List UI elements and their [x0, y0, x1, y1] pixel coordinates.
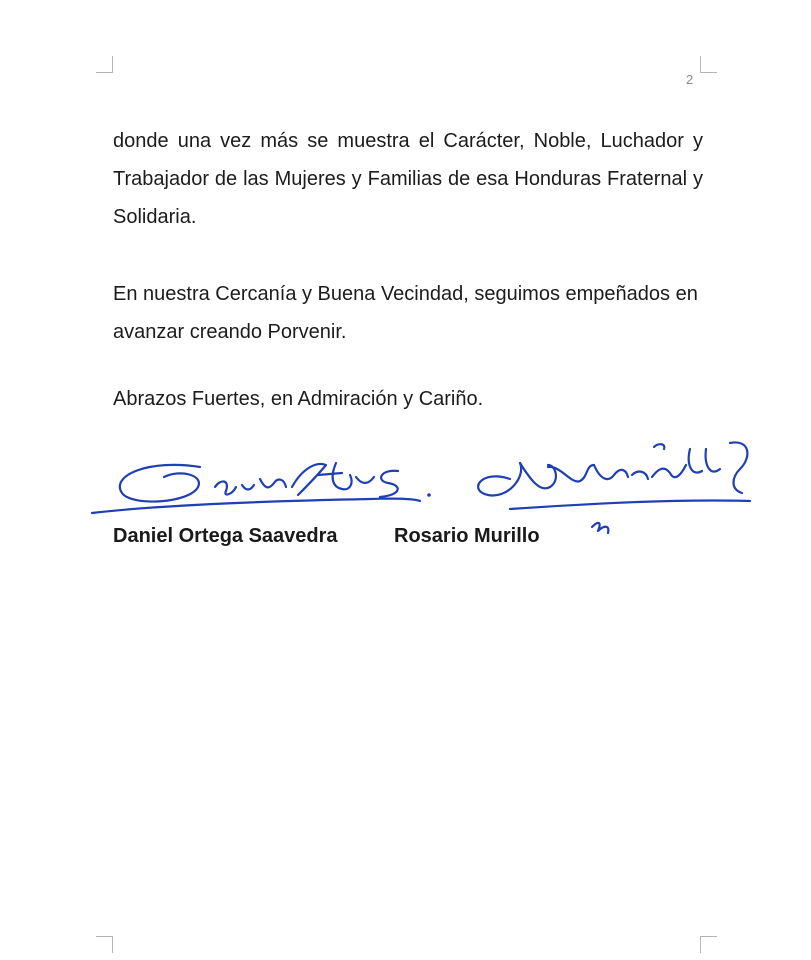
- page-number: 2: [686, 72, 694, 87]
- crop-mark-bottom-right: [700, 936, 717, 953]
- paragraph-3: Abrazos Fuertes, en Admiración y Cariño.: [113, 388, 484, 410]
- crop-mark-top-left: [96, 56, 113, 73]
- signer-name-rosario-murillo: Rosario Murillo: [394, 525, 540, 547]
- paragraph-1: donde una vez más se muestra el Carácter, Noble, Luchador y Trabajador de las Mujeres y Familias de esa Honduras Fraternal y Solidaria.: [113, 130, 703, 228]
- signature-daniel-ortega-icon: [92, 463, 431, 513]
- paragraph-2: En nuestra Cercanía y Buena Vecindad, seguimos empeñados en avanzar creando Porvenir.: [113, 283, 698, 343]
- crop-mark-bottom-left: [96, 936, 113, 953]
- crop-mark-top-right: [700, 56, 717, 73]
- signature-rosario-murillo-icon: [478, 442, 750, 533]
- signer-name-daniel-ortega: Daniel Ortega Saavedra: [113, 525, 338, 547]
